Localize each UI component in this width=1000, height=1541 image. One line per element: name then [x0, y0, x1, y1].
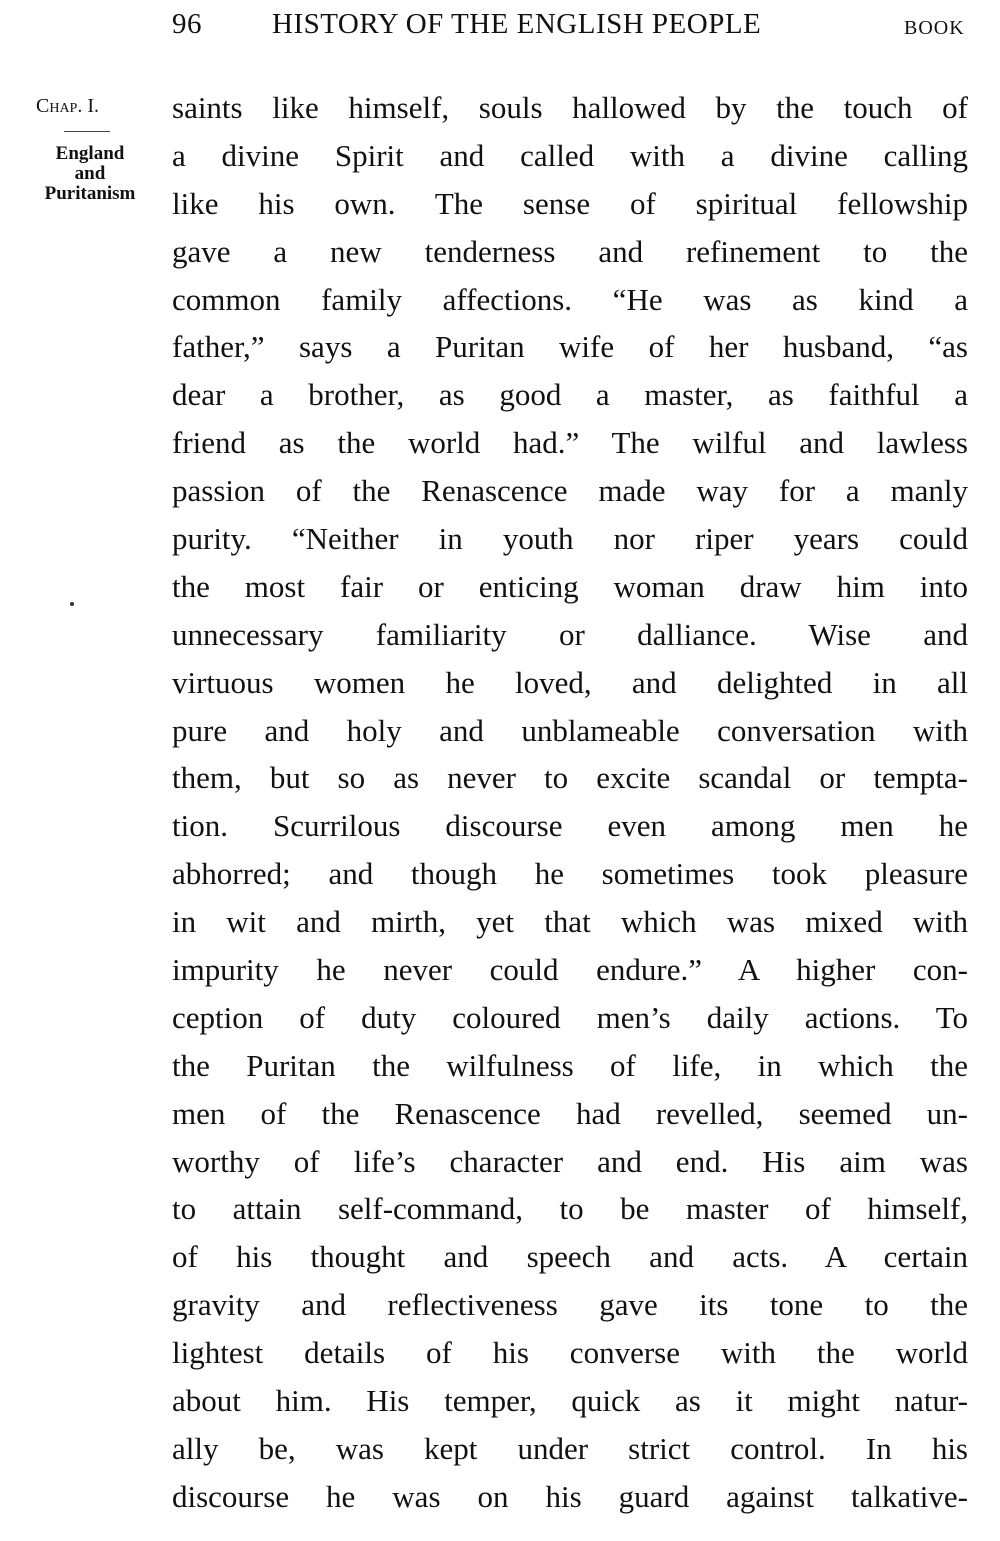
text-line: abhorred; and though he sometimes took pleasure: [172, 856, 968, 892]
topic-sidenote: [10, 144, 170, 204]
running-title: HISTORY OF THE ENGLISH PEOPLE: [272, 8, 762, 40]
text-line: of his thought and speech and acts. A certain: [172, 1239, 968, 1275]
text-line: lightest details of his converse with the world: [172, 1335, 968, 1371]
text-line: worthy of life’s character and end. His aim was: [172, 1143, 968, 1179]
topic-line: Puritanism: [44, 183, 136, 204]
text-line: them, but so as never to excite scandal or tempta-: [172, 760, 968, 796]
page-number: 96: [172, 8, 202, 40]
text-line: to attain self-command, to be master of himself,: [172, 1191, 968, 1227]
text-line: common family affections. “He was as kind a: [172, 281, 968, 317]
text-line: in wit and mirth, yet that which was mixed with: [172, 904, 968, 940]
book-label: BOOK: [904, 17, 965, 39]
text-line: purity. “Neither in youth nor riper years could: [172, 521, 968, 557]
text-line: ception of duty coloured men’s daily actions. To: [172, 999, 968, 1035]
topic-line: England: [55, 143, 125, 164]
text-line: pure and holy and unblameable conversation with: [172, 712, 968, 748]
text-line: the most fair or enticing woman draw him into: [172, 568, 968, 604]
text-line: a divine Spirit and called with a divine calling: [172, 137, 968, 173]
text-line: impurity he never could endure.” A higher con-: [172, 952, 968, 988]
text-line: passion of the Renascence made way for a manly: [172, 473, 968, 509]
text-line: like his own. The sense of spiritual fellowship: [172, 185, 968, 221]
text-line: about him. His temper, quick as it might natur-: [172, 1383, 968, 1419]
speck: [70, 602, 74, 606]
text-line: saints like himself, souls hallowed by the touch of: [172, 90, 968, 125]
text-line: the Puritan the wilfulness of life, in which the: [172, 1047, 968, 1083]
text-line: unnecessary familiarity or dalliance. Wise and: [172, 616, 968, 652]
margin-rule: [64, 131, 110, 132]
chapter-label: Chap. I.: [36, 95, 100, 117]
body-text: [172, 84, 968, 1521]
text-line: discourse he was on his guard against talkative-: [172, 1478, 968, 1514]
topic-line: and: [74, 163, 106, 184]
text-line: virtuous women he loved, and delighted in all: [172, 664, 968, 700]
text-line: ally be, was kept under strict control. In his: [172, 1430, 968, 1466]
text-line: friend as the world had.” The wilful and lawless: [172, 425, 968, 461]
text-line: father,” says a Puritan wife of her husband, “as: [172, 329, 968, 365]
text-line: tion. Scurrilous discourse even among men he: [172, 808, 968, 844]
text-line: gave a new tenderness and refinement to the: [172, 233, 968, 269]
text-line: gravity and reflectiveness gave its tone to the: [172, 1287, 968, 1323]
text-line: men of the Renascence had revelled, seemed un-: [172, 1095, 968, 1131]
text-line: dear a brother, as good a master, as faithful a: [172, 377, 968, 413]
